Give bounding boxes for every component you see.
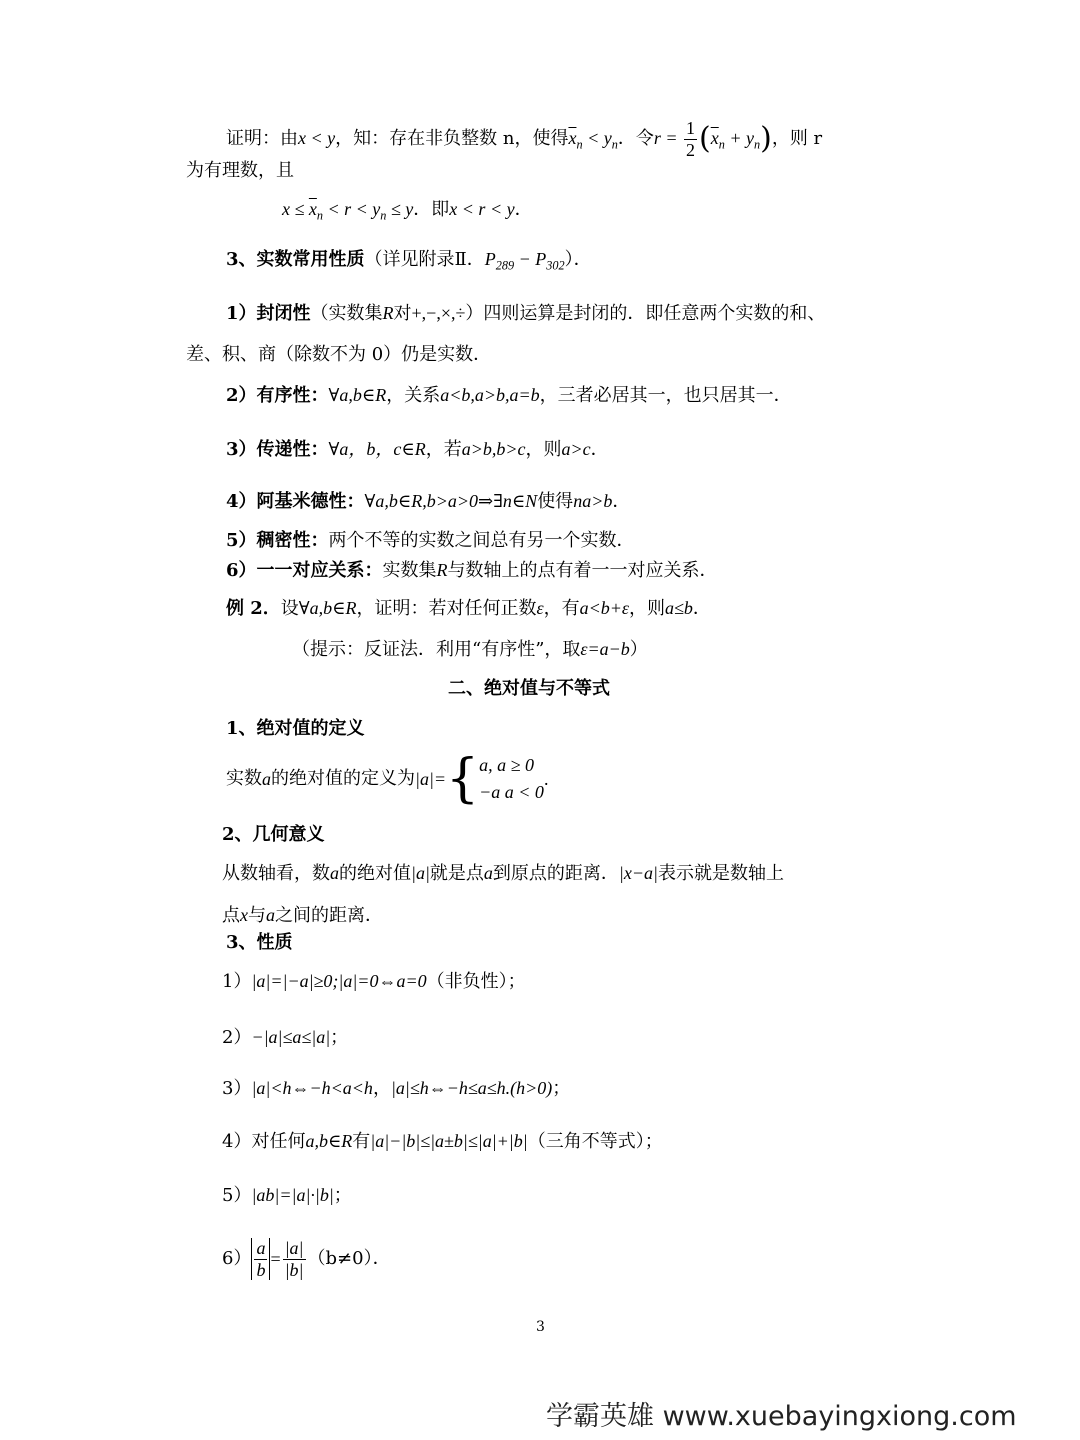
math-conclusion: x < r < y [449,199,515,219]
math-x-lt-y: x < y [298,128,336,149]
left-brace: { [446,749,480,809]
property-closure-cont: 差、积、商（除数不为 0）仍是实数． [186,344,492,365]
abs-prop-2: 2）−|a|≤a≤|a|； [222,1027,349,1048]
example-2-hint: （提示：反证法．利用“有序性”，取ε=a−b） [292,639,648,660]
abs-fraction-left: $\frac{a}{b}$ [251,1238,270,1280]
page-number: 3 [536,1319,545,1335]
property-transitivity: 3）传递性：∀a，b，c∈R，若a>b,b>c，则a>c． [226,439,609,460]
math-xn-lt-yn: $\overline{x}_n < y_n$ [568,128,618,152]
example-2: 例 2．设∀a,b∈R，证明：若对任何正数ε，有a<b+ε，则a≤b． [226,598,711,619]
proof-line-2: 为有理数，且 [186,160,294,181]
abs-prop-3: 3）|a|<h⇔−h<a<h，|a|≤h⇔−h≤a≤h.(h>0)； [222,1078,571,1099]
math-chain-ineq: $x \le \overline{x}_n < r < y_n \le y$ [282,199,414,223]
properties-title: 3、性质 [226,932,293,953]
fraction-one-half: $\frac{1}{2}$ [686,118,695,160]
property-density: 5）稠密性：两个不等的实数之间总有另一个实数． [226,530,635,551]
math-r-def: r = [653,128,682,149]
abs-prop-1: 1）|a|=|−a|≥0;|a|=0⇔a=0（非负性）； [222,971,526,992]
abs-prop-6: 6） $\frac{a}{b}$ = $\frac{|a|}{|b|}$ （b≠0）． [222,1238,391,1280]
property-order: 2）有序性：∀a,b∈R，关系a<b,a>b,a=b，三者必居其一，也只居其一． [226,385,792,406]
property-archimedean: 4）阿基米德性：∀a,b∈R,b>a>0⇒∃n∈N使得na>b． [226,491,631,512]
page-range: $P_{289} - P_{302}$ [484,249,565,273]
geo-title: 2、几何意义 [222,824,325,845]
property-bijection: 6）一一对应关系：实数集R与数轴上的点有着一一对应关系． [226,560,718,581]
proof-line-1: 证明：由x < y，知：存在非负整数 n，使得$\overline{x}_n < y_n$．令r = $\frac{1}{2}$ $(\overline{x}_n + y_n)$，则 r [226,118,823,160]
piecewise-cases: a, a ≥ 0 −a a < 0 [479,755,544,802]
proof-line-3: $x \le \overline{x}_n < r < y_n \le y$．即x < r < y． [282,199,533,223]
abs-prop-5: 5）|ab|=|a|·|b|； [222,1185,352,1206]
footer-watermark: 学霸英雄 www.xuebayingxiong.com [546,1401,1017,1432]
abs-def-line: 实数a的绝对值的定义为|a|={ a, a ≥ 0 −a a < 0 . [226,749,549,809]
property-closure: 1）封闭性（实数集R对+,−,×,÷）四则运算是封闭的．即任意两个实数的和、 [226,303,826,324]
abs-prop-4: 4）对任何a,b∈R有|a|−|b|≤|a±b|≤|a|+|b|（三角不等式）； [222,1131,663,1152]
abs-fraction-right: $\frac{|a|}{|b|}$ [284,1238,304,1280]
geo-line-2: 点x与a之间的距离． [222,905,383,926]
section-3-heading: 3、实数常用性质（详见附录Ⅱ．$P_{289} - P_{302}$）． [226,249,592,273]
geo-line-1: 从数轴看，数a的绝对值|a|就是点a到原点的距离．|x−a|表示就是数轴上 [222,863,784,884]
abs-def-title: 1、绝对值的定义 [226,718,365,739]
section-2-title: 二、绝对值与不等式 [448,678,610,699]
